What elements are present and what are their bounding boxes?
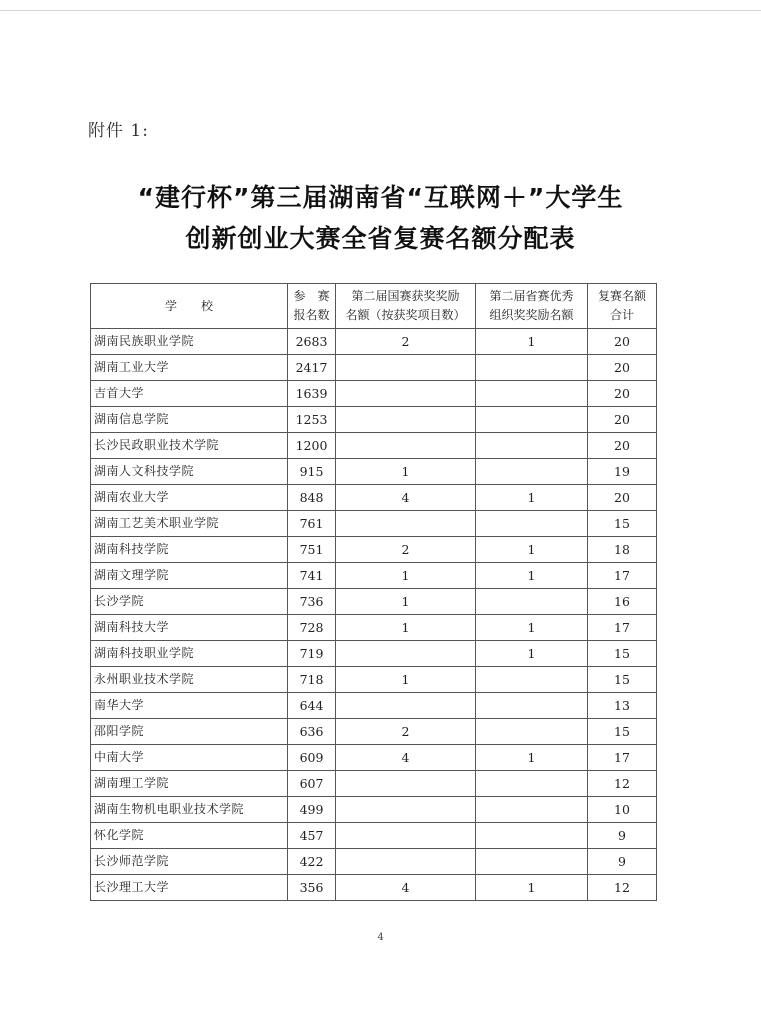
cell-total: 20 [588,329,657,355]
table-row [91,823,657,849]
cell-entries: 422 [288,849,336,875]
cell-school: 怀化学院 [91,823,288,849]
cell-provincial-award [476,823,588,849]
cell-total: 13 [588,693,657,719]
cell-provincial-award: 1 [476,537,588,563]
cell-total: 15 [588,667,657,693]
cell-school: 永州职业技术学院 [91,667,288,693]
cell-total: 12 [588,875,657,901]
cell-school: 湖南科技职业学院 [91,641,288,667]
cell-national-award: 1 [336,667,476,693]
cell-total: 15 [588,511,657,537]
scan-edge-line [0,10,761,11]
cell-national-award [336,641,476,667]
cell-total: 17 [588,745,657,771]
quota-allocation-table [90,283,657,901]
cell-provincial-award [476,381,588,407]
cell-school: 湖南民族职业学院 [91,329,288,355]
cell-school: 长沙学院 [91,589,288,615]
cell-provincial-award [476,849,588,875]
table-row [91,511,657,537]
cell-total: 16 [588,589,657,615]
cell-entries: 751 [288,537,336,563]
cell-provincial-award [476,511,588,537]
cell-national-award: 2 [336,537,476,563]
cell-national-award [336,381,476,407]
cell-provincial-award: 1 [476,485,588,511]
cell-school: 湖南理工学院 [91,771,288,797]
table-row [91,329,657,355]
cell-provincial-award [476,667,588,693]
cell-national-award: 4 [336,485,476,511]
cell-provincial-award [476,355,588,381]
cell-total: 17 [588,563,657,589]
document-title-line-2: 创新创业大赛全省复赛名额分配表 [185,224,576,253]
cell-entries: 761 [288,511,336,537]
attachment-label: 附件 1: [88,121,149,141]
cell-total: 15 [588,641,657,667]
cell-provincial-award: 1 [476,615,588,641]
cell-total: 20 [588,485,657,511]
cell-entries: 741 [288,563,336,589]
cell-school: 湖南工业大学 [91,355,288,381]
table-row [91,615,657,641]
cell-national-award [336,849,476,875]
cell-total: 20 [588,355,657,381]
table-row [91,693,657,719]
table-row [91,537,657,563]
cell-school: 长沙理工大学 [91,875,288,901]
cell-school: 吉首大学 [91,381,288,407]
cell-entries: 636 [288,719,336,745]
cell-entries: 1639 [288,381,336,407]
cell-school: 湖南工艺美术职业学院 [91,511,288,537]
cell-national-award: 4 [336,875,476,901]
cell-school: 长沙师范学院 [91,849,288,875]
cell-total: 10 [588,797,657,823]
cell-entries: 2417 [288,355,336,381]
cell-national-award [336,771,476,797]
table-row [91,407,657,433]
cell-national-award [336,823,476,849]
cell-provincial-award [476,693,588,719]
cell-national-award: 1 [336,589,476,615]
cell-school: 湖南人文科技学院 [91,459,288,485]
cell-entries: 499 [288,797,336,823]
table-header-row [91,284,657,329]
cell-total: 9 [588,823,657,849]
cell-total: 12 [588,771,657,797]
cell-provincial-award [476,771,588,797]
cell-national-award [336,797,476,823]
cell-provincial-award [476,797,588,823]
cell-school: 湖南信息学院 [91,407,288,433]
cell-school: 湖南文理学院 [91,563,288,589]
table-row [91,849,657,875]
cell-school: 邵阳学院 [91,719,288,745]
cell-national-award [336,693,476,719]
table-row [91,433,657,459]
cell-school: 长沙民政职业技术学院 [91,433,288,459]
table-row [91,745,657,771]
cell-national-award [336,407,476,433]
cell-national-award: 2 [336,329,476,355]
cell-total: 20 [588,433,657,459]
cell-entries: 607 [288,771,336,797]
cell-total: 18 [588,537,657,563]
table-row [91,589,657,615]
cell-school: 南华大学 [91,693,288,719]
cell-total: 20 [588,407,657,433]
header-total: 复赛名额 合计 [588,284,657,329]
header-provincial-award: 第二届省赛优秀 组织奖奖励名额 [476,284,588,329]
cell-national-award: 2 [336,719,476,745]
cell-total: 9 [588,849,657,875]
table-row [91,381,657,407]
cell-total: 15 [588,719,657,745]
table-row [91,355,657,381]
table-row [91,719,657,745]
cell-entries: 1253 [288,407,336,433]
cell-national-award: 1 [336,615,476,641]
cell-national-award [336,355,476,381]
cell-national-award: 4 [336,745,476,771]
cell-entries: 457 [288,823,336,849]
cell-national-award [336,511,476,537]
cell-provincial-award: 1 [476,641,588,667]
cell-school: 湖南科技学院 [91,537,288,563]
document-title-line-1: “建行杯”第三届湖南省“互联网＋”大学生 [137,183,624,212]
cell-provincial-award: 1 [476,875,588,901]
header-school: 学 校 [91,284,288,329]
table-row [91,771,657,797]
cell-total: 17 [588,615,657,641]
cell-provincial-award [476,459,588,485]
page-number: 4 [377,932,384,943]
cell-provincial-award: 1 [476,563,588,589]
cell-total: 20 [588,381,657,407]
cell-entries: 728 [288,615,336,641]
cell-entries: 1200 [288,433,336,459]
cell-entries: 915 [288,459,336,485]
cell-provincial-award [476,407,588,433]
cell-entries: 848 [288,485,336,511]
cell-entries: 736 [288,589,336,615]
cell-provincial-award: 1 [476,745,588,771]
table-row [91,875,657,901]
cell-entries: 356 [288,875,336,901]
table-row [91,641,657,667]
cell-provincial-award [476,589,588,615]
cell-provincial-award: 1 [476,329,588,355]
cell-national-award: 1 [336,459,476,485]
header-entries: 参 赛 报名数 [288,284,336,329]
cell-national-award [336,433,476,459]
cell-provincial-award [476,719,588,745]
cell-provincial-award [476,433,588,459]
cell-school: 湖南科技大学 [91,615,288,641]
table-row [91,485,657,511]
cell-entries: 719 [288,641,336,667]
header-national-award: 第二届国赛获奖奖励 名额（按获奖项目数） [336,284,476,329]
table-row [91,563,657,589]
cell-school: 中南大学 [91,745,288,771]
cell-entries: 2683 [288,329,336,355]
cell-entries: 718 [288,667,336,693]
cell-school: 湖南生物机电职业技术学院 [91,797,288,823]
table-row [91,797,657,823]
table-row [91,667,657,693]
cell-entries: 609 [288,745,336,771]
cell-total: 19 [588,459,657,485]
cell-school: 湖南农业大学 [91,485,288,511]
cell-entries: 644 [288,693,336,719]
cell-national-award: 1 [336,563,476,589]
table-row [91,459,657,485]
